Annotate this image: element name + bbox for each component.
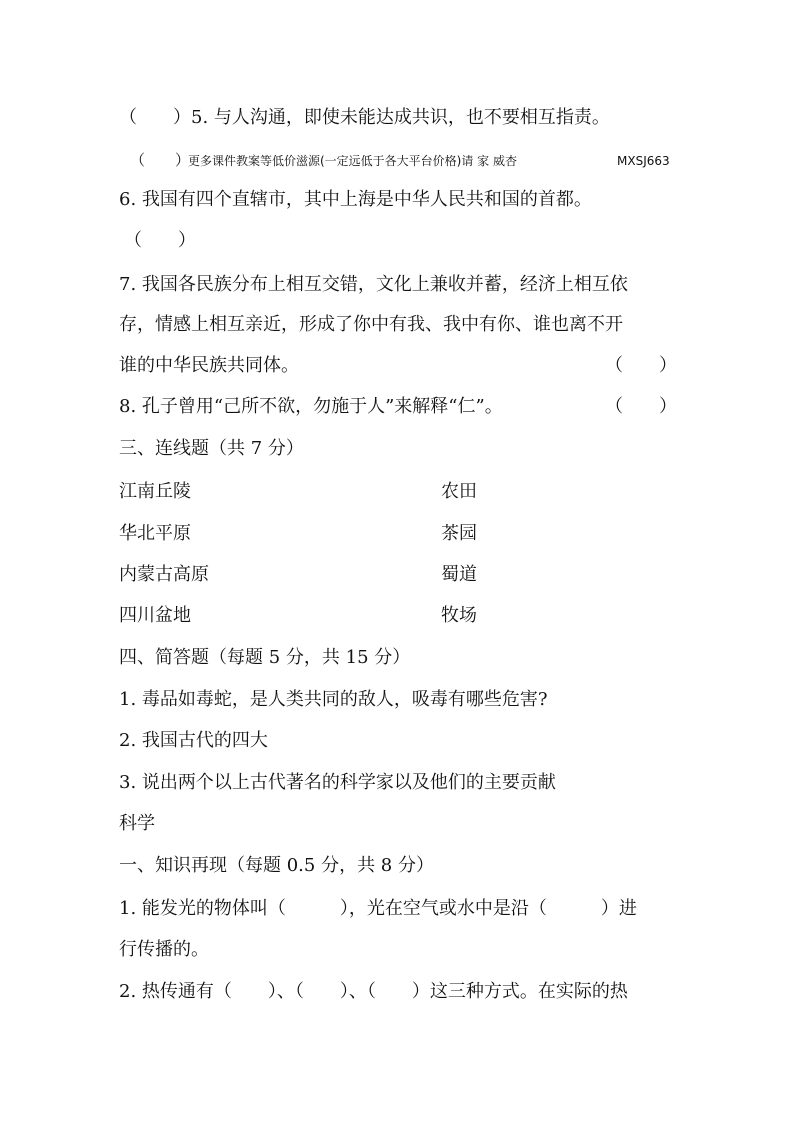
subject-heading: 科学 bbox=[119, 813, 155, 834]
short-answer-question-3: 3. 说出两个以上古代著名的科学家以及他们的主要贡献 bbox=[119, 772, 556, 793]
short-answer-question-2: 2. 我国古代的四大 bbox=[119, 730, 268, 751]
tf-question-8: 8. 孔子曾用“己所不欲，勿施于人”来解释“仁”。 bbox=[119, 396, 503, 417]
match-left-item: 内蒙古高原 bbox=[119, 564, 209, 585]
short-answer-question-1: 1. 毒品如毒蛇，是人类共同的敌人，吸毒有哪些危害? bbox=[119, 689, 548, 710]
science-question-1-line1: 1. 能发光的物体叫（ ），光在空气或水中是沿（ ）进 bbox=[119, 898, 637, 919]
match-left-item: 江南丘陵 bbox=[119, 481, 191, 502]
tf-question-6: 6. 我国有四个直辖市，其中上海是中华人民共和国的首都。 bbox=[119, 189, 592, 210]
science-question-1-line2: 行传播的。 bbox=[119, 939, 209, 960]
section-4-title: 四、简答题（每题 5 分，共 15 分） bbox=[119, 647, 411, 668]
ad-answer-paren: （ ） bbox=[130, 151, 191, 169]
match-right-item: 蜀道 bbox=[441, 564, 477, 585]
tf-question-7-line3: 谁的中华民族共同体。 bbox=[119, 355, 299, 376]
ad-code: MXSJ663 bbox=[617, 154, 670, 168]
tf-question-5: （ ）5. 与人沟通，即使未能达成共识，也不要相互指责。 bbox=[119, 107, 610, 128]
match-right-item: 茶园 bbox=[441, 523, 477, 544]
match-right-item: 牧场 bbox=[441, 605, 477, 626]
tf-question-8-paren: （ ） bbox=[605, 396, 677, 417]
tf-question-7-line2: 存，情感上相互亲近，形成了你中有我、我中有你、谁也离不开 bbox=[119, 314, 623, 335]
science-question-2-line1: 2. 热传通有（ ）、（ ）、（ ）这三种方式。在实际的热 bbox=[119, 981, 628, 1002]
tf-question-7-paren: （ ） bbox=[605, 355, 677, 376]
ad-text: 更多课件教案等低价滋源(一定远低于各大平台价格)请 家 威杏 bbox=[188, 154, 517, 168]
match-left-item: 华北平原 bbox=[119, 523, 191, 544]
section-3-title: 三、连线题（共 7 分） bbox=[119, 438, 304, 459]
science-section-1-title: 一、知识再现（每题 0.5 分，共 8 分） bbox=[119, 855, 434, 876]
match-left-item: 四川盆地 bbox=[119, 605, 191, 626]
tf-question-7-line1: 7. 我国各民族分布上相互交错，文化上兼收并蓄，经济上相互依 bbox=[119, 274, 628, 295]
tf-question-6-paren: （ ） bbox=[124, 230, 196, 251]
match-right-item: 农田 bbox=[441, 481, 477, 502]
